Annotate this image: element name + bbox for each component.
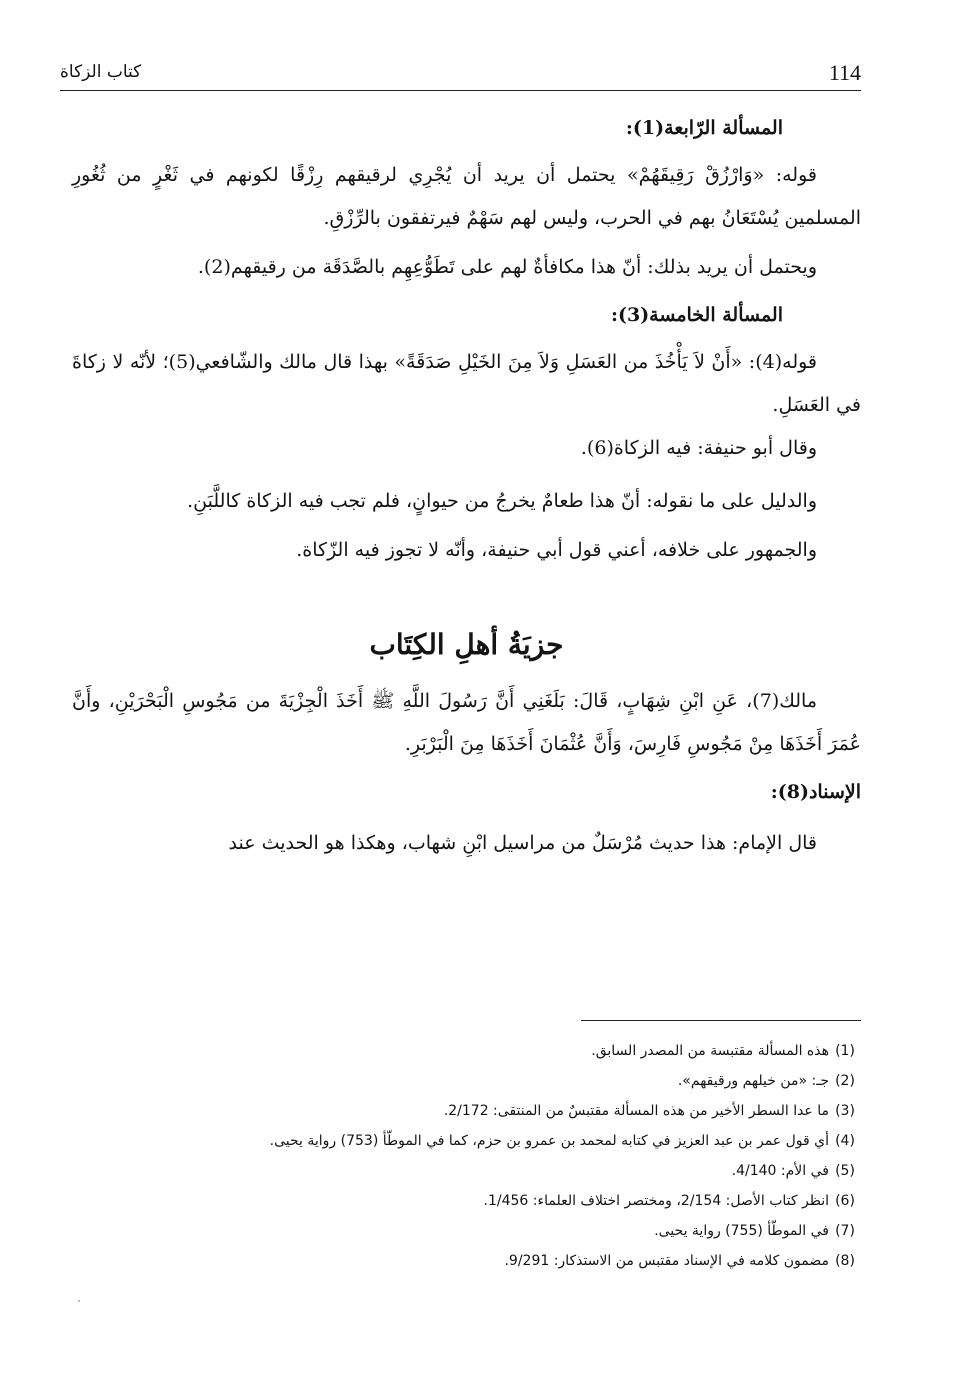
section-title: جزيَةُ أهلِ الكِتَاب xyxy=(369,628,564,661)
footnote-text: جـ: «من خيلهم ورقيقهم». xyxy=(677,1073,829,1089)
footnote xyxy=(72,1036,861,1066)
footnote-text: أي قول عمر بن عبد العزيز في كتابه لمحمد بن عمرو بن حزم، كما في الموطّأ (753) رواية يحيى. xyxy=(269,1133,829,1149)
paragraph: قوله(4): «أَنْ لاَ يَأْخُذَ من العَسَلِ وَلاَ مِنَ الخَيْلِ صَدَقَةً» بهذا قال مالك والشّافعي(5)؛ لأنّه لا زكاةَ في العَسَلِ. xyxy=(72,351,861,416)
paragraph: ويحتمل أن يريد بذلك: أنّ هذا مكافأةٌ لهم على تَطَوُّعِهِم بالصَّدَقَة من رقيقهم(2). xyxy=(197,256,817,278)
paragraph: والجمهور على خلافه، أعني قول أبي حنيفة، وأنّه لا تجوز فيه الزّكاة. xyxy=(296,539,817,561)
paragraph: والدليل على ما نقوله: أنّ هذا طعامٌ يخرجُ من حيوانٍ، فلم تجب فيه الزكاة كاللَّبَنِ. xyxy=(187,490,817,512)
footnote xyxy=(72,1066,861,1096)
page-header xyxy=(60,58,861,91)
footnote-number: (8) xyxy=(835,1253,855,1269)
footnote-text: ما عدا السطر الأخير من هذه المسألة مقتبسٌ من المنتقى: 2/172. xyxy=(443,1103,829,1119)
paragraph: قال الإمام: هذا حديث مُرْسَلٌ من مراسيل ابْنِ شهاب، وهكذا هو الحديث عند xyxy=(228,832,817,854)
footnote-number: (2) xyxy=(835,1073,855,1089)
footnote-number: (5) xyxy=(835,1163,855,1179)
footnote-text: في الموطّأ (755) رواية يحيى. xyxy=(654,1223,829,1239)
footnote-number: (1) xyxy=(835,1043,855,1059)
footnote xyxy=(72,1096,861,1126)
footnote-text: انظر كتاب الأصل: 2/154، ومختصر اختلاف العلماء: 1/456. xyxy=(483,1193,829,1209)
footnotes xyxy=(72,1036,861,1276)
footnote xyxy=(72,1216,861,1246)
footnote-text: في الأم: 4/140. xyxy=(731,1163,829,1179)
paragraph: قوله: «وَارْزُقْ رَقِيقَهُمْ» يحتمل أن يريد أن يُجْرِي لرقيقهم رِزْقًا لكونهم في ثَغْرٍ من ثُغُورِ المسلمين يُسْتَعَانُ بهم في الحرب، وليس لهم سَهْمٌ فيرتفقون بالرِّزْقِ. xyxy=(72,164,861,229)
paragraph: وقال أبو حنيفة: فيه الزكاة(6). xyxy=(580,437,817,459)
page-number: 114 xyxy=(828,60,861,85)
footnote-divider xyxy=(581,1020,861,1021)
main-text xyxy=(72,108,861,865)
footnote xyxy=(72,1246,861,1276)
footnote xyxy=(72,1156,861,1186)
footnote xyxy=(72,1186,861,1216)
scan-speck xyxy=(78,1300,80,1302)
running-title: كتاب الزكاة xyxy=(60,62,142,82)
footnote xyxy=(72,1126,861,1156)
hadith-paragraph: مالك(7)، عَنِ ابْنِ شِهَابٍ، قَالَ: بَلَغَنِي أَنَّ رَسُولَ اللَّهِ ﷺ أَخَذَ الْجِزْيَةَ من مَجُوسِ الْبَحْرَيْنِ، وأَنَّ عُمَرَ أَخَذَهَا مِنْ مَجُوسِ فَارِسَ، وَأَنَّ عُثْمَانَ أَخَذَهَا مِنَ الْبَرْبَرِ. xyxy=(72,690,861,755)
footnote-text: مضمون كلامه في الإسناد مقتبس من الاستذكار: 9/291. xyxy=(504,1253,829,1269)
heading-fifth-issue: المسألة الخامسة(3): xyxy=(610,304,783,326)
footnote-number: (6) xyxy=(835,1193,855,1209)
footnote-number: (4) xyxy=(835,1133,855,1149)
footnote-number: (3) xyxy=(835,1103,855,1119)
footnote-text: هذه المسألة مقتبسة من المصدر السابق. xyxy=(591,1043,829,1059)
footnote-number: (7) xyxy=(835,1223,855,1239)
heading-isnad: الإسناد(8): xyxy=(770,781,861,803)
heading-fourth-issue: المسألة الرّابعة(1): xyxy=(625,117,783,139)
